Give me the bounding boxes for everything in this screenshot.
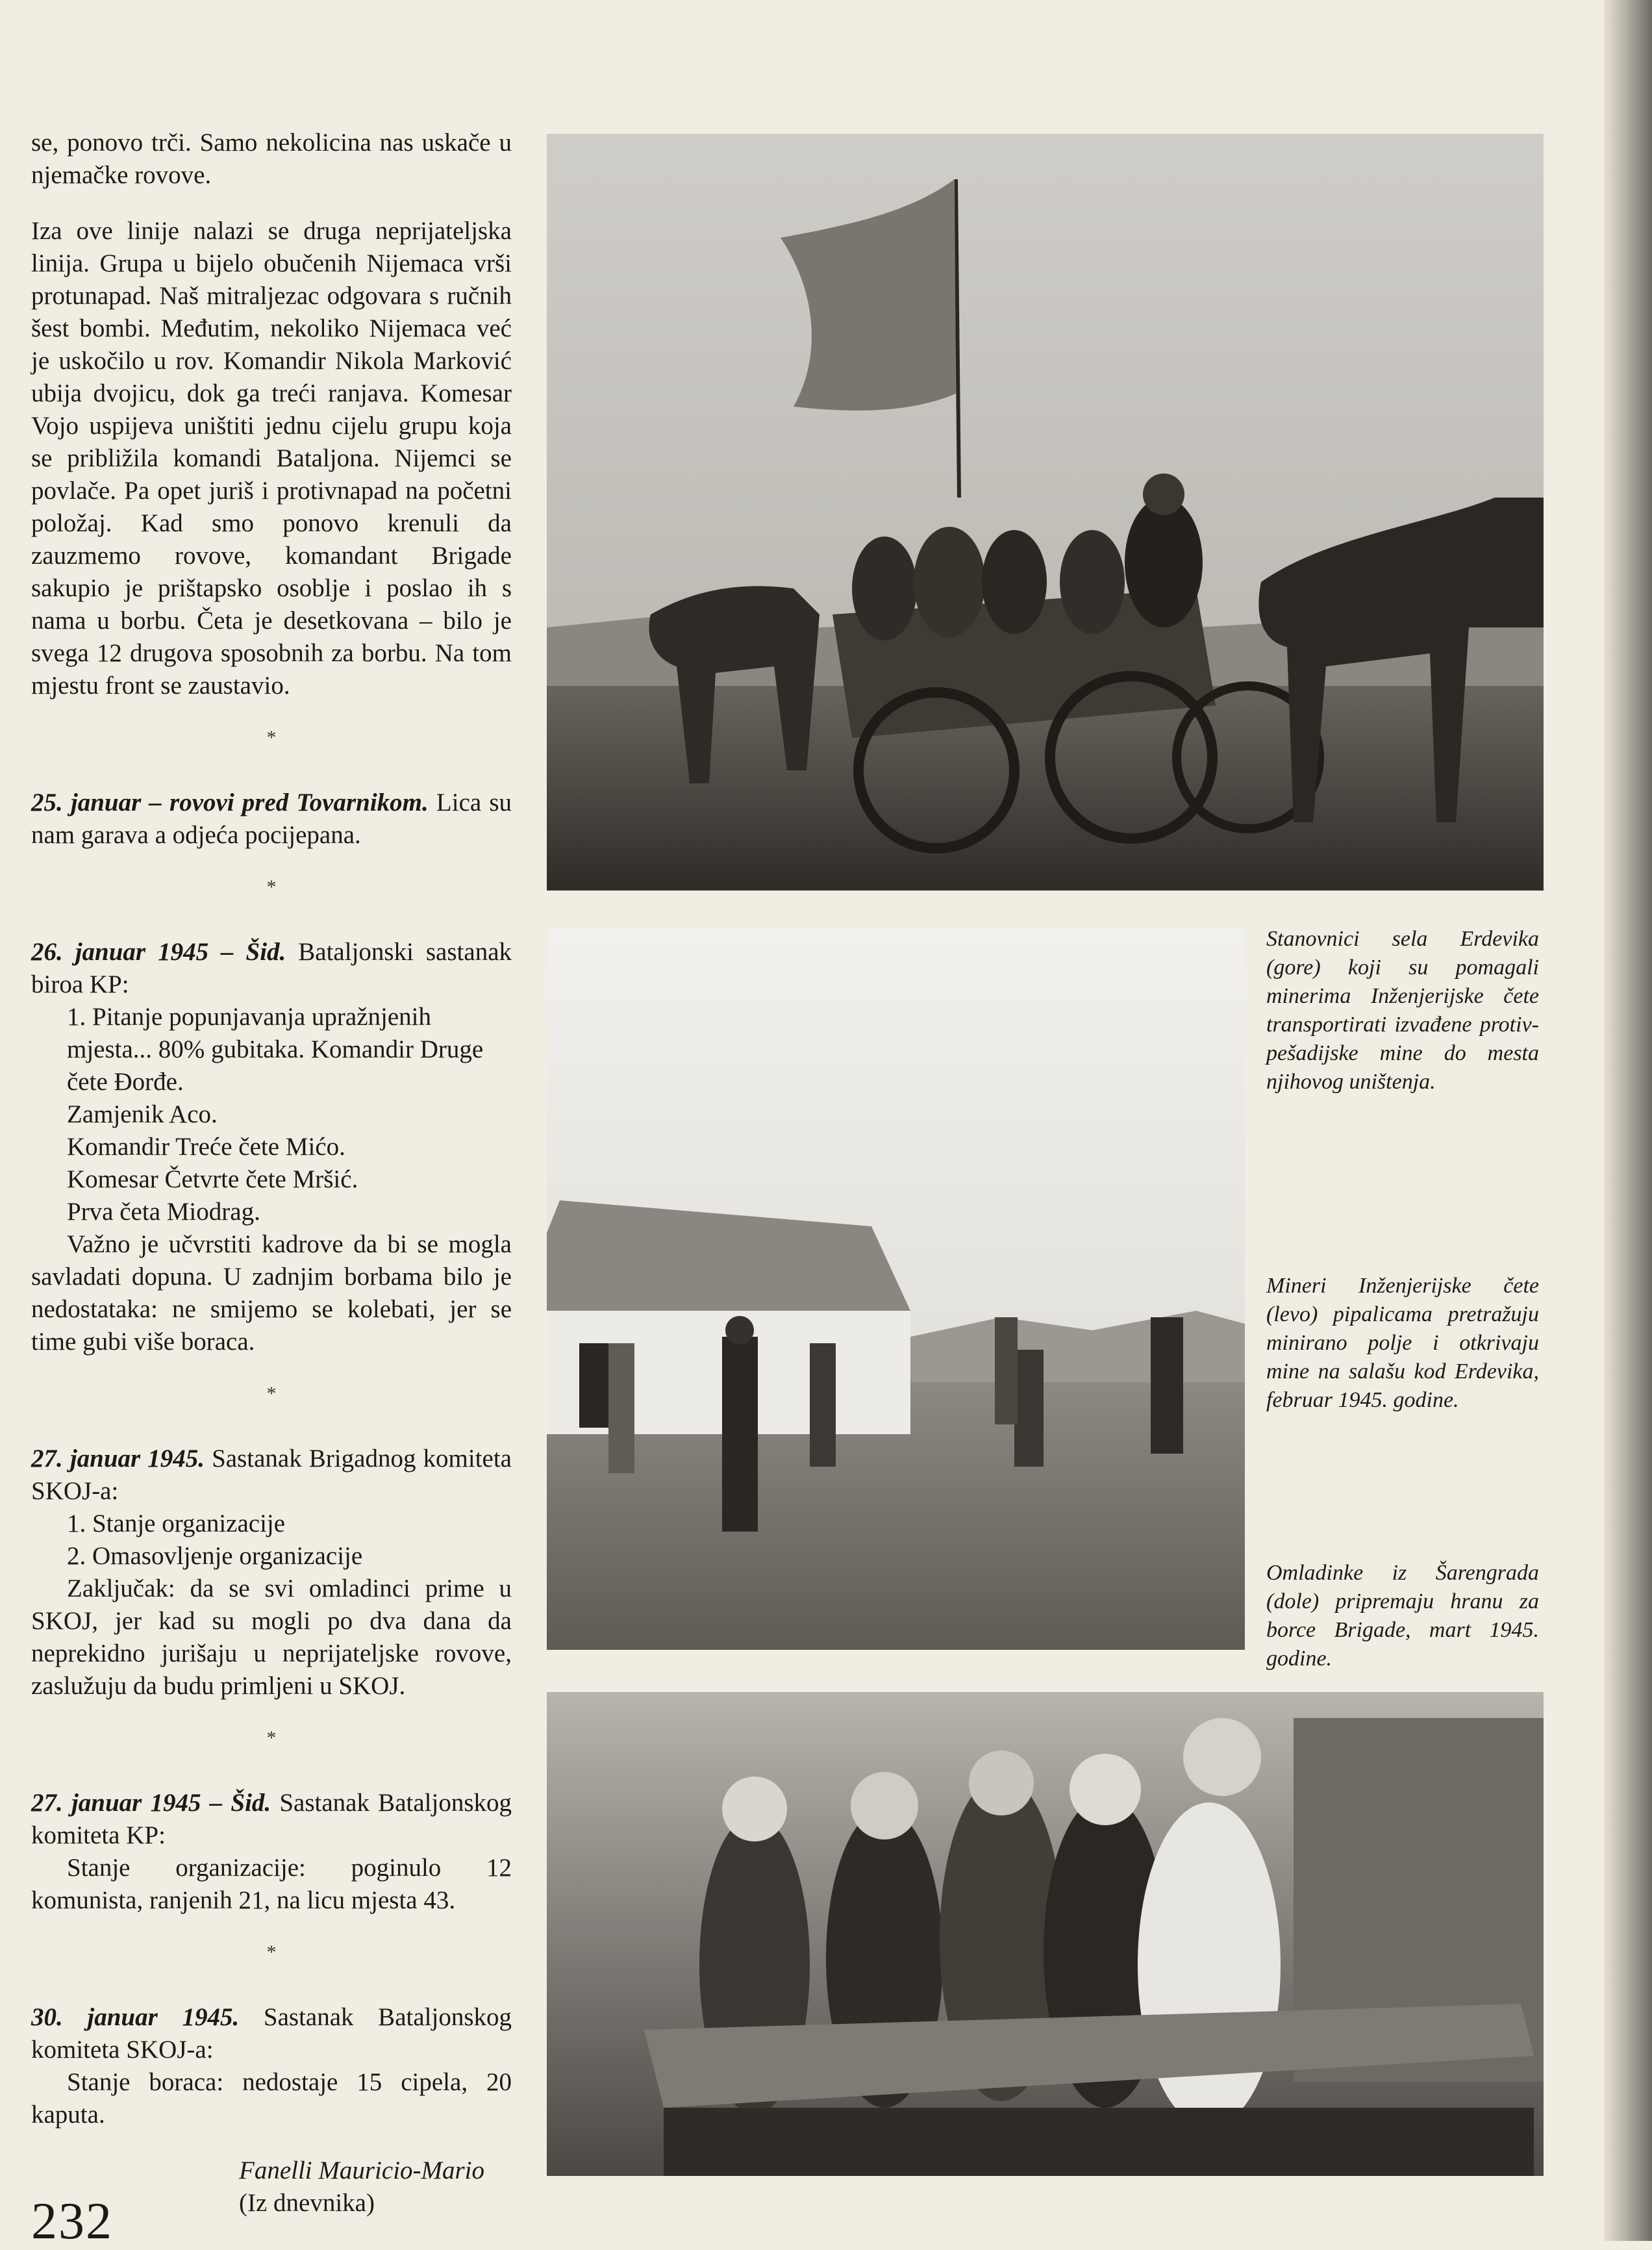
diary-entry-27-jan-skoj <box>31 1443 512 1702</box>
diary-entry-27-jan-kp <box>31 1787 512 1917</box>
entry-date-heading: 26. januar 1945 – Šid. <box>31 938 286 966</box>
entry-list <box>31 1508 512 1573</box>
page-binding-shadow <box>1604 0 1652 2241</box>
list-item: 2. Omasovljenje organizacije <box>67 1542 363 1570</box>
photo-women-preparing-food <box>547 1692 1544 2176</box>
separator-asterisk: * <box>266 1941 277 1963</box>
entry-date-heading: 25. januar – rovovi pred Tovarnikom. <box>31 789 429 816</box>
paragraph: se, ponovo trči. Samo nekolicina nas uskače u njemačke rovove. <box>31 129 512 189</box>
diary-entry-26-jan <box>31 936 512 1358</box>
list-item: 1. Pitanje popunjavanja upražnjenih mjesta... 80% gubitaka. Komandir Druge čete Đorđe. <box>67 1003 484 1096</box>
photo-horse-cart-with-flag <box>547 134 1544 891</box>
diary-entry-30-jan <box>31 2001 512 2131</box>
caption-middle-photo: Mineri Inženjerijske čete (levo) pipalicama pretražuju minirano polje i otkrivaju mine na salašu kod Erdevika, februar 1945. godine. <box>1266 1274 1539 1412</box>
list-item: Komandir Treće čete Mićo. <box>67 1133 345 1161</box>
paragraph: Iza ove linije nalazi se druga neprijateljska linija. Grupa u bijelo obučenih Nijemaca vrši protunapad. Naš mitraljezac odgovara s ručnih šest bombi. Međutim, nekoliko Nijemaca već je uskočilo u rov. Komandir Nikola Marković ubija dvojicu, dok ga treći ranjava. Komesar Vojo uspijeva uništiti jednu cijelu grupu koja se približila komandi Bataljona. Nijemci se povlače. Pa opet juriš i protivnapad na početni položaj. Kad smo ponovo krenuli da zauzmemo rovove, komandant Brigade sakupio je prištapsko osoblje i poslao ih s nama u borbu. Četa je desetkovana – bilo je svega 12 drugova sposobnih za borbu. Na tom mjestu front se zaustavio. <box>31 217 512 700</box>
separator-asterisk: * <box>266 1727 277 1749</box>
entry-date-heading: 27. januar 1945 – Šid. <box>31 1789 271 1817</box>
list-item: 1. Stanje organizacije <box>67 1510 286 1537</box>
entry-text: Bataljonski sastanak biroa KP: <box>31 938 512 998</box>
entry-text: Sastanak Bataljonskog komiteta KP: <box>31 1789 512 1849</box>
photo-farmhouse-minefield <box>547 928 1245 1650</box>
list-item: Komesar Četvrte čete Mršić. <box>67 1165 358 1193</box>
separator-asterisk: * <box>266 727 277 748</box>
entry-list <box>31 1001 512 1228</box>
entry-text: Sastanak Bataljonskog komiteta SKOJ-a: <box>31 2003 512 2064</box>
page-number: 232 <box>31 2193 113 2250</box>
entry-date-heading: 27. januar 1945. <box>31 1445 205 1473</box>
entry-text: Stanje boraca: nedostaje 15 cipela, 20 kaputa. <box>31 2068 512 2129</box>
signature-source: (Iz dnevnika) <box>239 2189 375 2217</box>
signature-author: Fanelli Mauricio-Mario <box>239 2156 485 2184</box>
entry-text: Stanje organizacije: poginulo 12 komunista, ranjenih 21, na licu mjesta 43. <box>31 1854 512 1914</box>
list-item: Zamjenik Aco. <box>67 1100 218 1128</box>
entry-date-heading: 30. januar 1945. <box>31 2003 240 2031</box>
list-item: Prva četa Miodrag. <box>67 1198 260 1226</box>
entry-text: Sastanak Brigadnog komiteta SKOJ-a: <box>31 1445 512 1505</box>
entry-text: Važno je učvrstiti kadrove da bi se mogla savladati dopuna. U zadnjim borbama bilo je nedostataka: ne smijemo se kolebati, jer se time gubi više boraca. <box>31 1230 512 1356</box>
caption-top-photo: Stanovnici sela Erdevika (gore) koji su pomagali minerima Inženjerijske čete transportirati izvađene protiv-pešadijske mine do mesta njihovog uništenja. <box>1266 927 1539 1094</box>
separator-asterisk: * <box>266 876 277 898</box>
diary-entry-25-jan <box>31 787 512 852</box>
separator-asterisk: * <box>266 1383 277 1404</box>
entry-text: Lica su nam garava a odjeća pocijepana. <box>31 789 512 849</box>
diary-text-column <box>31 127 512 2219</box>
caption-bottom-photo: Omladinke iz Šarengrada (dole) pripremaju hranu za borce Brigade, mart 1945. godine. <box>1266 1561 1539 1671</box>
entry-text: Zaključak: da se svi omladinci prime u SKOJ, jer kad su mogli po dva dana da neprekidno jurišaju u neprijateljske rovove, zaslužuju da budu primljeni u SKOJ. <box>31 1574 512 1700</box>
